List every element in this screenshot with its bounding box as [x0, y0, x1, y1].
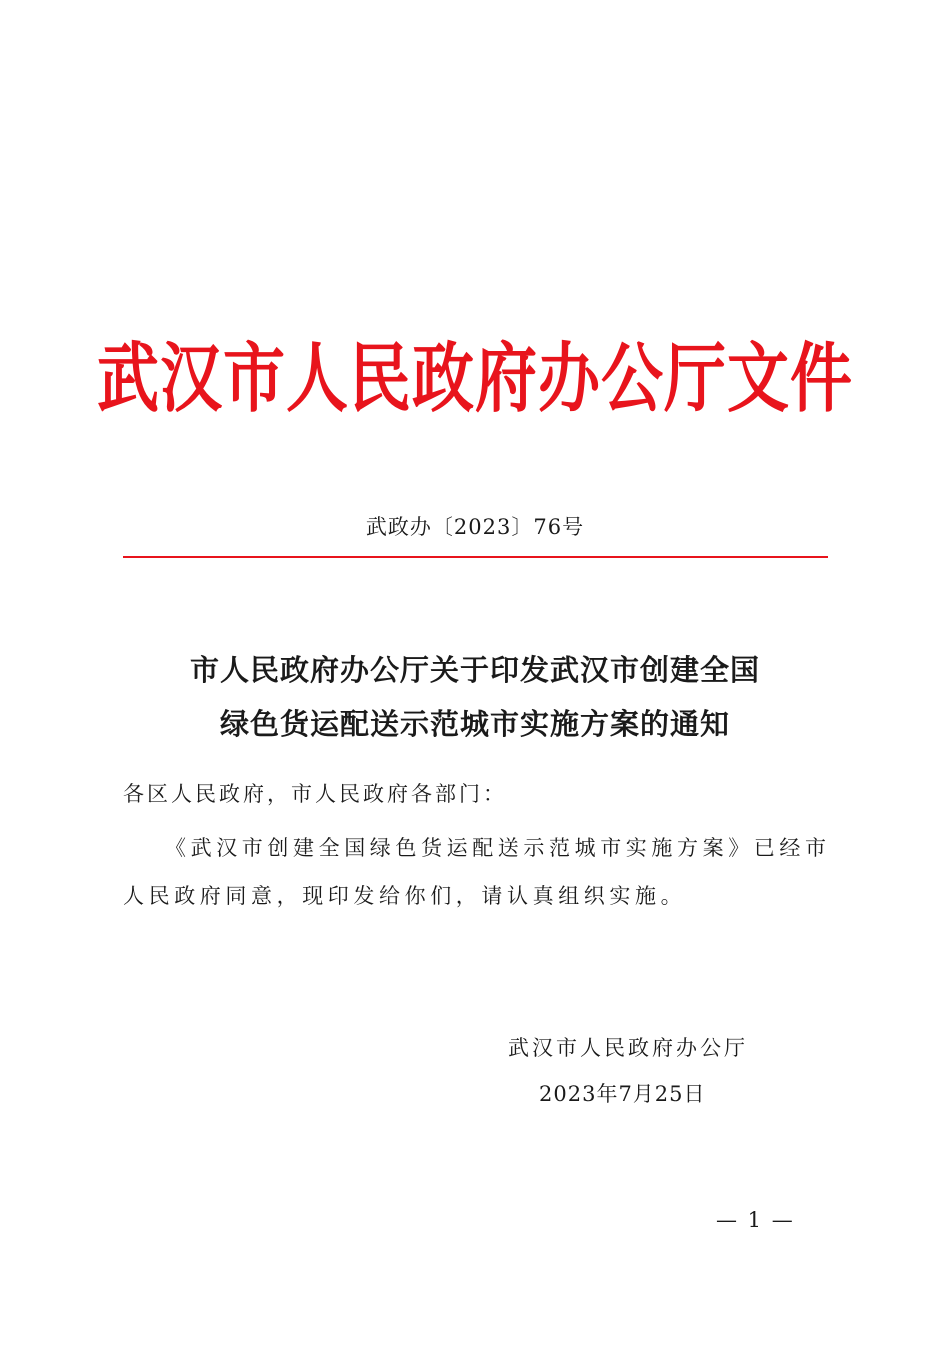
salutation: 各区人民政府，市人民政府各部门：	[123, 782, 507, 806]
title-line-2: 绿色货运配送示范城市实施方案的通知	[219, 707, 730, 741]
body-paragraph	[123, 824, 833, 920]
body-paragraph-line-2: 人民政府同意，现印发给你们，请认真组织实施。	[123, 884, 687, 908]
body-paragraph-line-1: 《武汉市创建全国绿色货运配送示范城市实施方案》已经市	[165, 836, 831, 860]
issuing-authority: 武汉市人民政府办公厅	[508, 1036, 748, 1060]
issue-date: 2023年7月25日	[539, 1082, 706, 1106]
page-number: — 1 —	[716, 1208, 795, 1232]
document-title	[0, 643, 950, 751]
document-masthead: 武汉市人民政府办公厅文件	[96, 333, 853, 423]
red-divider-line	[123, 556, 828, 558]
title-line-1: 市人民政府办公厅关于印发武汉市创建全国	[189, 653, 760, 687]
document-number: 武政办〔2023〕76号	[365, 515, 585, 539]
